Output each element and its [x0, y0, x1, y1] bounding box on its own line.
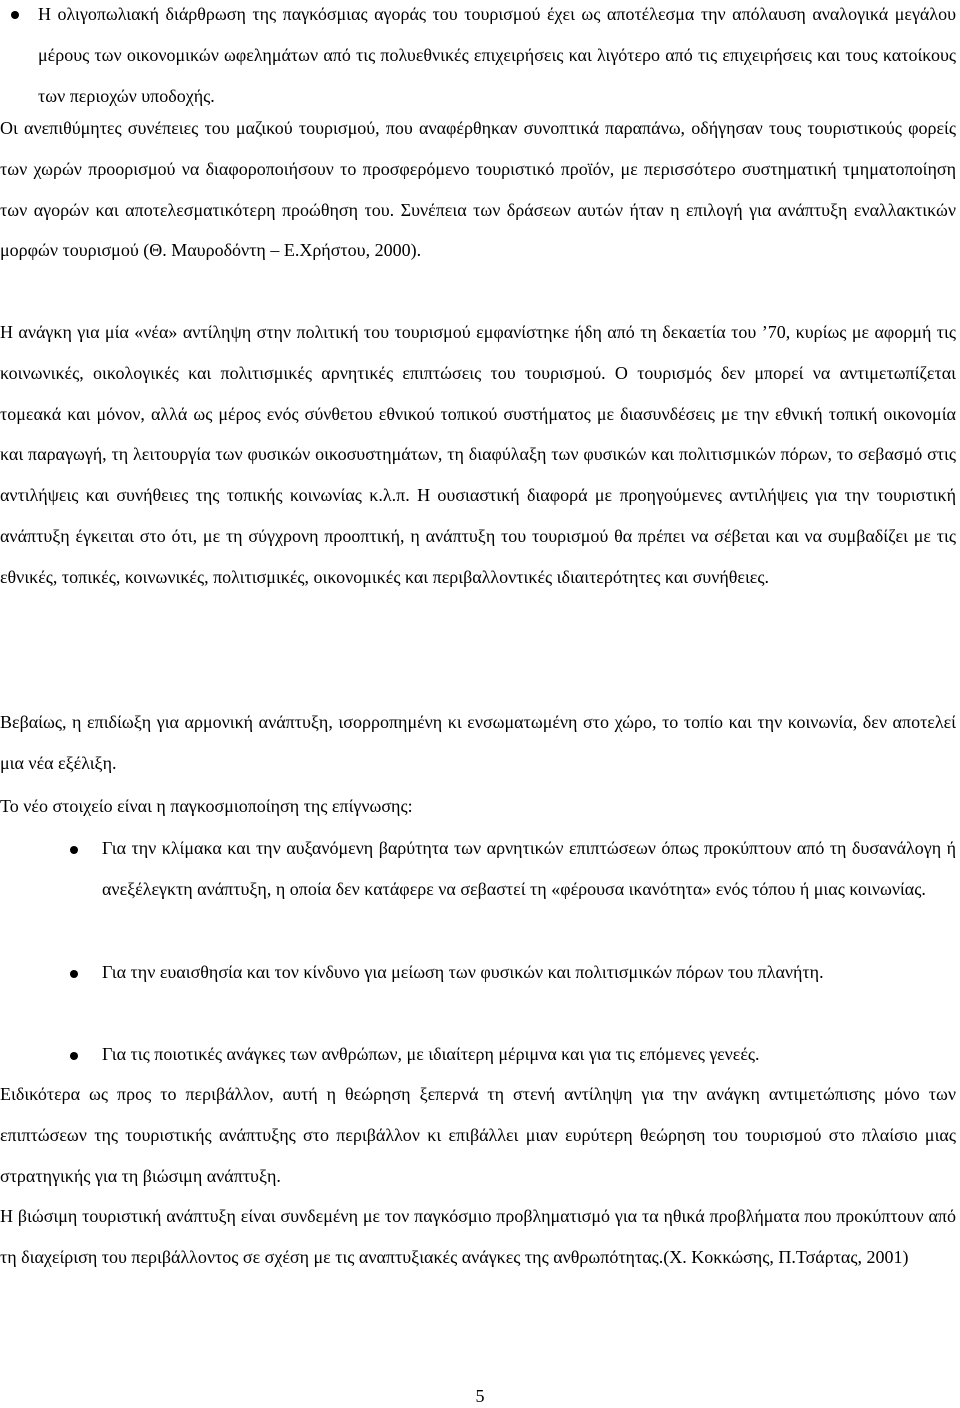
bullet-3-text: Για τις ποιοτικές ανάγκες των ανθρώπων, με ιδιαίτερη μέριμνα και για τις επόμενες γενεές. [102, 1044, 760, 1064]
bullet-icon [70, 1052, 78, 1060]
bullet-icon [11, 11, 19, 19]
paragraph-6: Η βιώσιμη τουριστική ανάπτυξη είναι συνδεμένη με τον παγκόσμιο προβληματισμό για τα ηθικά προβλήματα που προκύπτουν από τη διαχείριση του περιβάλλοντος σε σχέση με τις αναπτυξιακές ανάγκες της ανθρωπότητας.(Χ. Κοκκώσης, Π.Τσάρτας, 2001) [0, 1206, 956, 1267]
paragraph-4: Το νέο στοιχείο είναι η παγκοσμιοποίηση της επίγνωσης: [0, 796, 413, 816]
bullet-icon [70, 846, 78, 854]
bullet-top-text: Η ολιγοπωλιακή διάρθρωση της παγκόσμιας αγοράς του τουρισμού έχει ως αποτέλεσμα την απόλαυση αναλογικά μεγάλου μέρους των οικονομικών ωφελημάτων από τις πολυεθνικές επιχειρήσεις και λιγότερο από τις επιχειρήσεις και τους κατοίκους των περιοχών υποδοχής. [38, 4, 956, 106]
bullet-2-text: Για την ευαισθησία και τον κίνδυνο για μείωση των φυσικών και πολιτισμικών πόρων του πλανήτη. [102, 962, 824, 982]
paragraph-1: Οι ανεπιθύμητες συνέπειες του μαζικού τουρισμού, που αναφέρθηκαν συνοπτικά παραπάνω, οδήγησαν τους τουριστικούς φορείς των χωρών προορισμού να διαφοροποιήσουν το προσφερόμενο τουριστικό προϊόν, με περισσότερο συστηματική τμηματοποίηση των αγορών και αποτελεσματικότερη προώθηση του. Συνέπεια των δράσεων αυτών ήταν η επιλογή για ανάπτυξη εναλλακτικών μορφών τουρισμού (Θ. Μαυροδόντη – Ε.Χρήστου, 2000). [0, 118, 956, 261]
paragraph-2: Η ανάγκη για μία «νέα» αντίληψη στην πολιτική του τουρισμού εμφανίστηκε ήδη από τη δεκαετία του ’70, κυρίως με αφορμή τις κοινωνικές, οικολογικές και πολιτισμικές αρνητικές επιπτώσεις του τουρισμού. Ο τουρισμός δεν μπορεί να αντιμετωπίζεται τομεακά και μόνον, αλλά ως μέρος ενός σύνθετου εθνικού τοπικού συστήματος με διασυνδέσεις με την εθνική τοπική οικονομία και παραγωγή, τη λειτουργία των φυσικών οικοσυστημάτων, τη διαφύλαξη των φυσικών και πολιτισμικών πόρων, το σεβασμό στις αντιλήψεις και συνήθειες της τοπικής κοινωνίας κ.λ.π. Η ουσιαστική διαφορά με προηγούμενες αντιλήψεις για την τουριστική ανάπτυξη έγκειται στο ότι, με τη σύγχρονη προοπτική, η ανάπτυξη του τουρισμού θα πρέπει να σέβεται και να συμβαδίζει με τις εθνικές, τοπικές, κοινωνικές, πολιτισμικές, οικονομικές και περιβαλλοντικές ιδιαιτερότητες και συνήθειες. [0, 322, 956, 587]
bullet-icon [70, 970, 78, 978]
bullet-1-text: Για την κλίμακα και την αυξανόμενη βαρύτητα των αρνητικών επιπτώσεων όπως προκύπτουν από τη δυσανάλογη ή ανεξέλεγκτη ανάπτυξη, η οποία δεν κατάφερε να σεβαστεί τη «φέρουσα ικανότητα» ενός τόπου ή μιας κοινωνίας. [102, 838, 956, 899]
paragraph-3: Βεβαίως, η επιδίωξη για αρμονική ανάπτυξη, ισορροπημένη κι ενσωματωμένη στο χώρο, το τοπίο και την κοινωνία, δεν αποτελεί μια νέα εξέλιξη. [0, 712, 956, 773]
paragraph-5: Ειδικότερα ως προς το περιβάλλον, αυτή η θεώρηση ξεπερνά τη στενή αντίληψη για την ανάγκη αντιμετώπισης μόνο των επιπτώσεων της τουριστικής ανάπτυξης στο περιβάλλον κι επιβάλλει μιαν ευρύτερη θεώρηση του τουρισμού στο πλαίσιο μιας στρατηγικής για τη βιώσιμη ανάπτυξη. [0, 1084, 956, 1186]
page-number: 5 [475, 1386, 485, 1406]
